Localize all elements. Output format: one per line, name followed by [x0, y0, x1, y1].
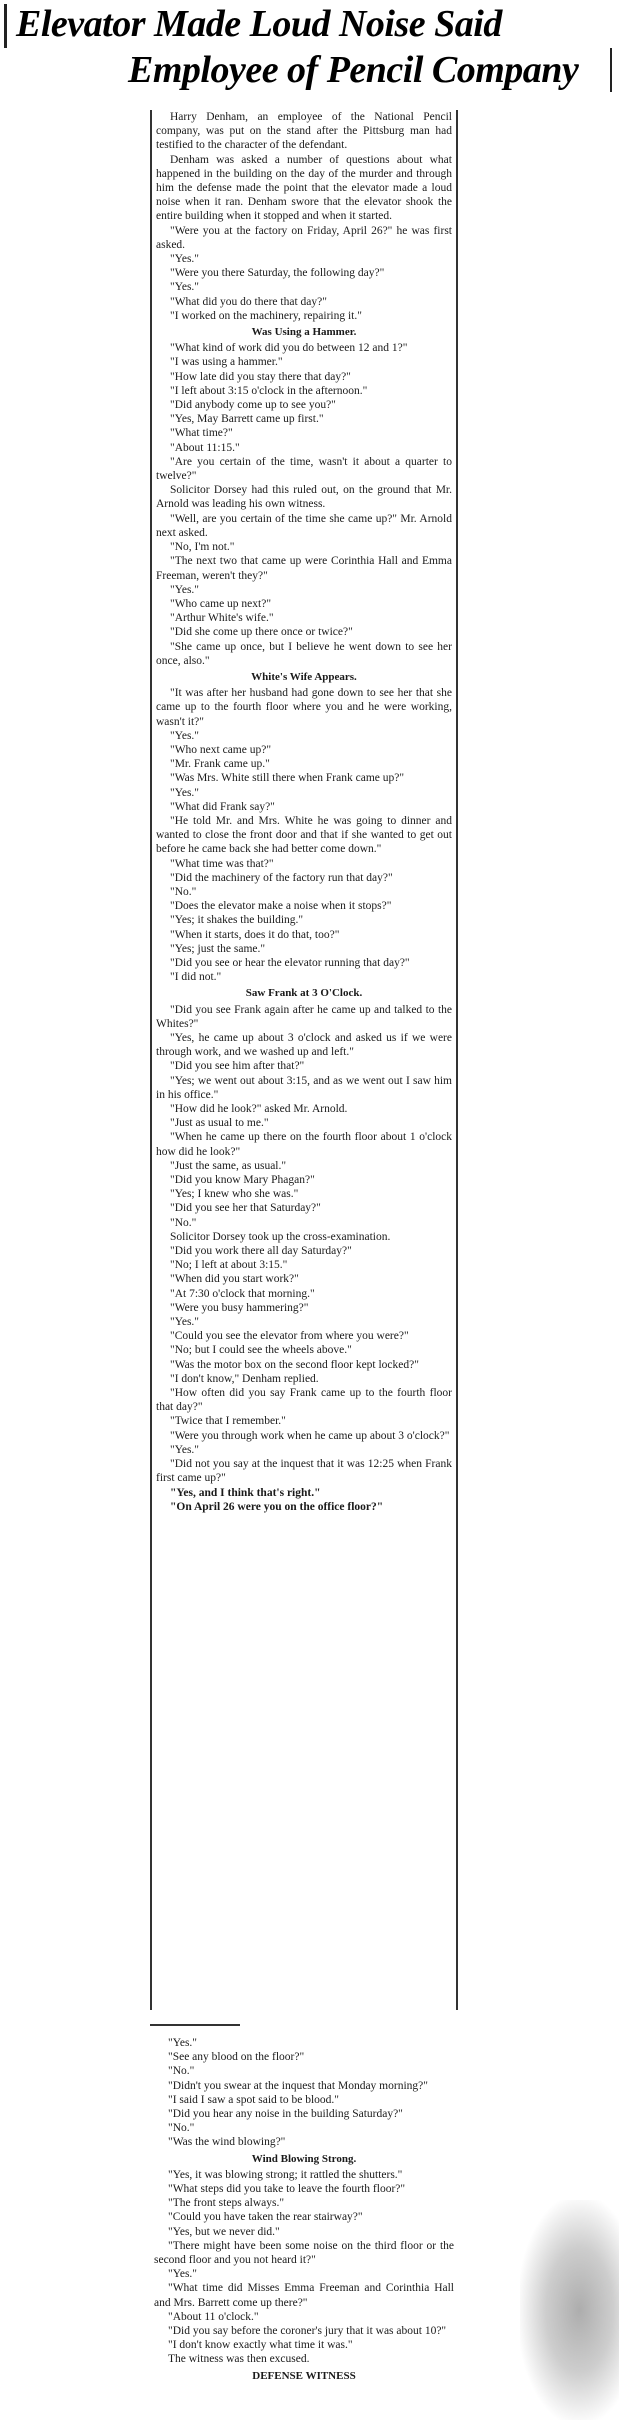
paragraph: Harry Denham, an employee of the National Pencil company, was put on the stand after the Pittsburg man had testified to the character of the defendant. — [156, 111, 452, 152]
paragraph: The witness was then excused. — [168, 2353, 310, 2366]
subhead: DEFENSE WITNESS — [252, 2369, 356, 2382]
paragraph: "The next two that came up were Corinthia Hall and Emma Freeman, weren't they?" — [156, 555, 452, 582]
paragraph: "Did you see or hear the elevator running that day?" — [170, 956, 410, 969]
paragraph: "Were you at the factory on Friday, April 26?" he was first asked. — [156, 224, 452, 251]
paragraph: "The front steps always." — [168, 2197, 285, 2210]
paragraph: "Could you have taken the rear stairway?" — [168, 2211, 363, 2224]
paragraph: "No; but I could see the wheels above." — [170, 1344, 352, 1357]
paragraph: "Didn't you swear at the inquest that Monday morning?" — [168, 2079, 428, 2092]
paragraph: "Who next came up?" — [170, 743, 272, 756]
paragraph: "Could you see the elevator from where you were?" — [170, 1330, 409, 1343]
paragraph: "Yes." — [168, 2268, 197, 2281]
paragraph: "On April 26 were you on the office floor?" — [170, 1500, 384, 1513]
paragraph: Solicitor Dorsey took up the cross-examination. — [170, 1230, 391, 1243]
subhead: Was Using a Hammer. — [251, 326, 357, 339]
headline-rule-left — [4, 4, 7, 48]
subhead: Wind Blowing Strong. — [251, 2152, 357, 2165]
paragraph: "Did you see her that Saturday?" — [170, 1202, 321, 1215]
paragraph: "No, I'm not." — [170, 541, 235, 554]
paragraph: "Mr. Frank came up." — [170, 758, 270, 771]
paragraph: "Yes." — [170, 281, 199, 294]
paragraph: Denham was asked a number of questions about what happened in the building on the day of the murder and through him the defense made the point that the elevator made a loud noise when it ran. Denham swore that the elevator shook the entire building when it stopped and when it started. — [156, 153, 452, 223]
paragraph: "Yes; I knew who she was." — [170, 1188, 299, 1201]
paragraph: "I was using a hammer." — [170, 356, 283, 369]
paragraph: "Yes, he came up about 3 o'clock and asked us if we were through work, and we washed up and left." — [156, 1032, 452, 1059]
paragraph: "I left about 3:15 o'clock in the afternoon." — [170, 384, 368, 397]
paragraph: "What time was that?" — [170, 857, 274, 870]
paragraph: "No." — [170, 1216, 197, 1229]
paragraph: "When he came up there on the fourth floor about 1 o'clock how did he look?" — [156, 1131, 452, 1158]
paragraph: "Yes." — [170, 583, 199, 596]
paragraph: "I don't know exactly what time it was." — [168, 2339, 353, 2352]
paragraph: "Did you see him after that?" — [170, 1060, 305, 1073]
paragraph: "Did anybody come up to see you?" — [170, 399, 336, 412]
headline-rule-right — [610, 48, 612, 92]
headline — [0, 0, 619, 96]
paragraph: "Were you busy hammering?" — [170, 1301, 309, 1314]
paragraph: "Yes, May Barrett came up first." — [170, 413, 324, 426]
paragraph: "Just as usual to me." — [170, 1117, 269, 1130]
paragraph: "Did not you say at the inquest that it was 12:25 when Frank first came up?" — [156, 1458, 452, 1485]
paragraph: "Was Mrs. White still there when Frank came up?" — [170, 772, 405, 785]
subhead: Saw Frank at 3 O'Clock. — [245, 987, 363, 1000]
paragraph: "How did he look?" asked Mr. Arnold. — [170, 1103, 348, 1116]
paragraph: "No." — [168, 2122, 195, 2135]
paragraph: "Arthur White's wife." — [170, 612, 274, 625]
paragraph: "What did you do there that day?" — [170, 295, 327, 308]
paragraph: "What steps did you take to leave the fourth floor?" — [168, 2183, 406, 2196]
paragraph: "Yes." — [170, 1443, 199, 1456]
paragraph: "Yes; just the same." — [170, 942, 266, 955]
paragraph: "Did you say before the coroner's jury that it was about 10?" — [168, 2325, 447, 2338]
paragraph: Solicitor Dorsey had this ruled out, on the ground that Mr. Arnold was leading his own witness. — [156, 484, 452, 511]
paragraph: "When did you start work?" — [170, 1273, 299, 1286]
paragraph: "There might have been some noise on the third floor or the second floor and you not heard it?" — [154, 2239, 454, 2267]
paragraph: "Yes; it shakes the building." — [170, 914, 304, 927]
paragraph: "How often did you say Frank came up to the fourth floor that day?" — [156, 1387, 452, 1414]
paragraph: "I said I saw a spot said to be blood." — [168, 2093, 340, 2106]
paragraph: "He told Mr. and Mrs. White he was going to dinner and wanted to close the front door and that if she wanted to get out before he came back she had better come down." — [156, 814, 452, 856]
paragraph: "Yes." — [170, 786, 199, 799]
paragraph: "Yes." — [170, 729, 199, 742]
paragraph: "Yes, it was blowing strong; it rattled the shutters." — [168, 2168, 403, 2181]
paragraph: "I don't know," Denham replied. — [170, 1372, 319, 1385]
headline-line-2: Employee of Pencil Company — [128, 49, 579, 91]
paragraph: "I worked on the machinery, repairing it." — [170, 309, 362, 322]
paragraph: "No." — [170, 885, 197, 898]
paragraph: "What time did Misses Emma Freeman and Corinthia Hall and Mrs. Barrett come up there?" — [154, 2282, 454, 2309]
article-column-2 — [150, 2036, 458, 2420]
column-separator — [150, 2024, 240, 2026]
paragraph: "Was the wind blowing?" — [168, 2136, 286, 2149]
paragraph: "Did you know Mary Phagan?" — [170, 1174, 315, 1187]
paragraph: "Yes; we went out about 3:15, and as we went out I saw him in his office." — [156, 1074, 452, 1101]
subhead: White's Wife Appears. — [251, 670, 357, 683]
paragraph: "Does the elevator make a noise when it stops?" — [170, 900, 392, 913]
paragraph: "She came up once, but I believe he went down to see her once, also." — [156, 640, 452, 667]
paragraph: "Did she come up there once or twice?" — [170, 626, 353, 639]
paragraph: "About 11 o'clock." — [168, 2310, 259, 2323]
paragraph: "Well, are you certain of the time she came up?" Mr. Arnold next asked. — [156, 512, 452, 539]
paragraph: "How late did you stay there that day?" — [170, 370, 351, 383]
print-smudge — [520, 2200, 619, 2420]
paragraph: "At 7:30 o'clock that morning." — [170, 1287, 315, 1300]
paragraph: "Twice that I remember." — [170, 1415, 286, 1428]
paragraph: "Just the same, as usual." — [170, 1159, 287, 1172]
paragraph: "Did you see Frank again after he came up and talked to the Whites?" — [156, 1003, 452, 1030]
paragraph: "Was the motor box on the second floor kept locked?" — [170, 1358, 419, 1371]
paragraph: "Yes." — [170, 253, 199, 266]
paragraph: "Did you work there all day Saturday?" — [170, 1245, 352, 1258]
paragraph: "What did Frank say?" — [170, 800, 275, 813]
paragraph: "What kind of work did you do between 12 and 1?" — [170, 342, 408, 355]
paragraph: "Who came up next?" — [170, 597, 272, 610]
article-column-1 — [150, 110, 458, 2010]
paragraph: "Yes." — [170, 1316, 199, 1329]
paragraph: "It was after her husband had gone down to see her that she came up to the fourth floor where you and he were working, wasn't it?" — [156, 687, 452, 728]
paragraph: "Were you through work when he came up about 3 o'clock?" — [170, 1429, 450, 1442]
paragraph: "Did you hear any noise in the building Saturday?" — [168, 2108, 403, 2121]
paragraph: "I did not." — [170, 971, 222, 984]
headline-line-1: Elevator Made Loud Noise Said — [16, 3, 502, 45]
paragraph: "What time?" — [170, 427, 233, 440]
paragraph: "No." — [168, 2065, 195, 2078]
paragraph: "See any blood on the floor?" — [168, 2051, 305, 2064]
paragraph: "When it starts, does it do that, too?" — [170, 928, 340, 941]
paragraph: "About 11:15." — [170, 441, 240, 454]
paragraph: "Yes, but we never did." — [168, 2225, 280, 2238]
paragraph: "Are you certain of the time, wasn't it about a quarter to twelve?" — [156, 455, 452, 483]
paragraph: "No; I left at about 3:15." — [170, 1259, 288, 1272]
paragraph: "Were you there Saturday, the following day?" — [170, 267, 385, 280]
paragraph: "Did the machinery of the factory run that day?" — [170, 871, 393, 884]
paragraph: "Yes." — [168, 2037, 197, 2049]
paragraph: "Yes, and I think that's right." — [170, 1486, 321, 1499]
